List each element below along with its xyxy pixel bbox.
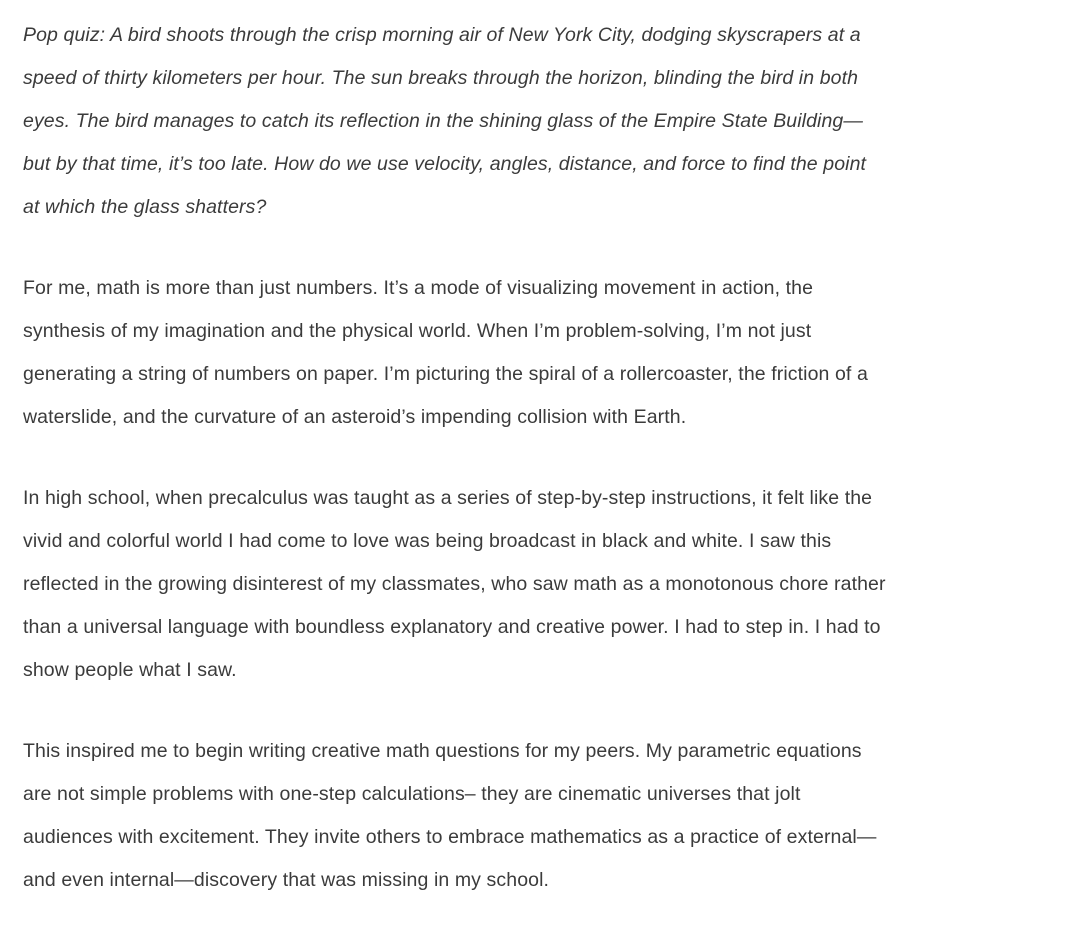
essay-line: vivid and colorful world I had come to love was being broadcast in black and white. I saw this: [23, 530, 832, 552]
essay-line: generating a string of numbers on paper. I’m picturing the spiral of a rollercoaster, the friction of a: [23, 363, 868, 385]
essay-line: speed of thirty kilometers per hour. The sun breaks through the horizon, blinding the bird in both: [23, 67, 859, 89]
essay-line: This inspired me to begin writing creative math questions for my peers. My parametric equations: [23, 740, 862, 762]
essay-paragraph-for-me-math: [23, 267, 1056, 439]
essay-paragraph-high-school: [23, 477, 1056, 692]
essay-line: synthesis of my imagination and the physical world. When I’m problem-solving, I’m not just: [23, 320, 812, 342]
essay-paragraph-creative-questions: [23, 730, 1056, 902]
essay-line: Pop quiz: A bird shoots through the crisp morning air of New York City, dodging skyscrapers at a: [23, 24, 861, 46]
essay-line: For me, math is more than just numbers. It’s a mode of visualizing movement in action, the: [23, 277, 814, 299]
essay-line: but by that time, it’s too late. How do we use velocity, angles, distance, and force to find the point: [23, 153, 867, 175]
essay-line: and even internal—discovery that was missing in my school.: [23, 869, 550, 891]
essay-line: eyes. The bird manages to catch its reflection in the shining glass of the Empire State Building—: [23, 110, 863, 132]
essay-line: waterslide, and the curvature of an asteroid’s impending collision with Earth.: [23, 406, 687, 428]
essay-line: are not simple problems with one-step calculations– they are cinematic universes that jolt: [23, 783, 801, 805]
essay-line: In high school, when precalculus was taught as a series of step-by-step instructions, it felt like the: [23, 487, 873, 509]
essay-line: show people what I saw.: [23, 659, 237, 681]
essay-line: reflected in the growing disinterest of my classmates, who saw math as a monotonous chore rather: [23, 573, 886, 595]
essay-line: than a universal language with boundless explanatory and creative power. I had to step in. I had to: [23, 616, 881, 638]
essay-line: audiences with excitement. They invite others to embrace mathematics as a practice of external—: [23, 826, 877, 848]
essay-paragraph-pop-quiz: [23, 14, 1056, 229]
essay-line: at which the glass shatters?: [23, 196, 267, 218]
